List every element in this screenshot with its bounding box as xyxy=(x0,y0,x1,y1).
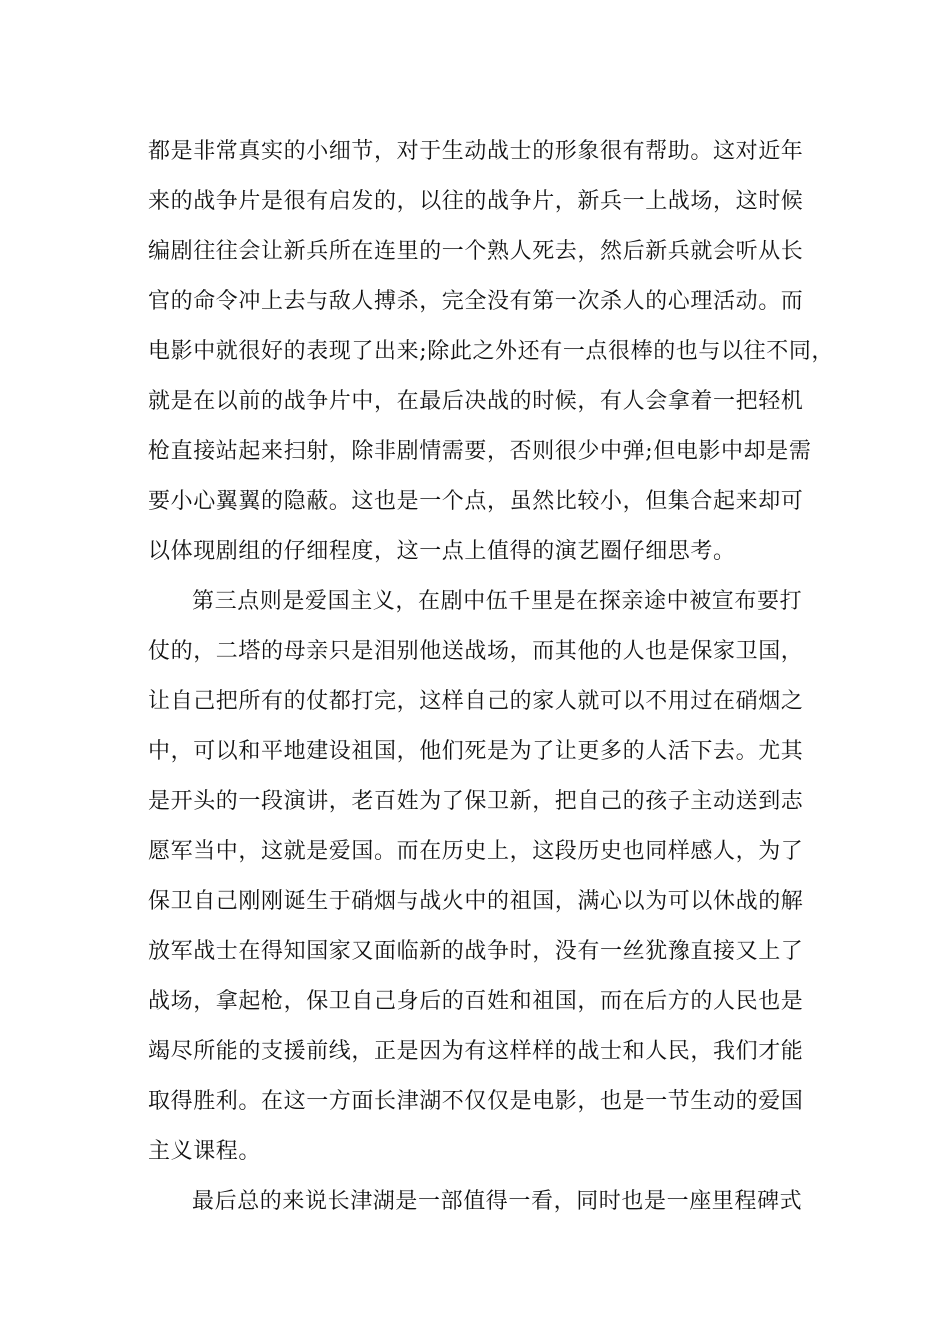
paragraph-2-line-5: 是开头的一段演讲，老百姓为了保卫新，把自己的孩子主动送到志 xyxy=(148,789,804,814)
paragraph-2-line-4: 中，可以和平地建设祖国，他们死是为了让更多的人活下去。尤其 xyxy=(148,739,804,764)
paragraph-1-line-3: 编剧往往会让新兵所在连里的一个熟人死去，然后新兵就会听从长 xyxy=(148,239,804,264)
paragraph-2-line-11: 取得胜利。在这一方面长津湖不仅仅是电影，也是一节生动的爱国 xyxy=(148,1089,804,1114)
paragraph-1-line-7: 枪直接站起来扫射，除非剧情需要，否则很少中弹;但电影中却是需 xyxy=(148,439,812,464)
paragraph-2-line-2: 仗的，二塔的母亲只是泪别他送战场，而其他的人也是保家卫国， xyxy=(148,639,804,664)
paragraph-1-line-4: 官的命令冲上去与敌人搏杀，完全没有第一次杀人的心理活动。而 xyxy=(148,289,804,314)
document-body xyxy=(148,127,835,1227)
paragraph-2-line-6: 愿军当中，这就是爱国。而在历史上，这段历史也同样感人，为了 xyxy=(148,839,804,864)
paragraph-3-line-1: 最后总的来说长津湖是一部值得一看，同时也是一座里程碑式 xyxy=(192,1189,803,1214)
paragraph-2-line-1: 第三点则是爱国主义，在剧中伍千里是在探亲途中被宣布要打 xyxy=(192,589,803,614)
paragraph-1-line-5: 电影中就很好的表现了出来;除此之外还有一点很棒的也与以往不同， xyxy=(148,339,835,364)
paragraph-2-line-7: 保卫自己刚刚诞生于硝烟与战火中的祖国，满心以为可以休战的解 xyxy=(148,889,804,914)
paragraph-1-line-1: 都是非常真实的小细节，对于生动战士的形象很有帮助。这对近年 xyxy=(148,139,804,164)
paragraph-1-line-6: 就是在以前的战争片中，在最后决战的时候，有人会拿着一把轻机 xyxy=(148,389,804,414)
paragraph-1-line-2: 来的战争片是很有启发的，以往的战争片，新兵一上战场，这时候 xyxy=(148,189,804,214)
paragraph-2-line-10: 竭尽所能的支援前线，正是因为有这样样的战士和人民，我们才能 xyxy=(148,1039,804,1064)
paragraph-1-line-9: 以体现剧组的仔细程度，这一点上值得的演艺圈仔细思考。 xyxy=(148,539,736,564)
paragraph-2-line-12: 主义课程。 xyxy=(148,1139,262,1164)
paragraph-2-line-3: 让自己把所有的仗都打完，这样自己的家人就可以不用过在硝烟之 xyxy=(148,689,804,714)
paragraph-2-line-8: 放军战士在得知国家又面临新的战争时，没有一丝犹豫直接又上了 xyxy=(148,939,804,964)
paragraph-2-line-9: 战场，拿起枪，保卫自己身后的百姓和祖国，而在后方的人民也是 xyxy=(148,989,804,1014)
paragraph-1-line-8: 要小心翼翼的隐蔽。这也是一个点，虽然比较小，但集合起来却可 xyxy=(148,489,804,514)
